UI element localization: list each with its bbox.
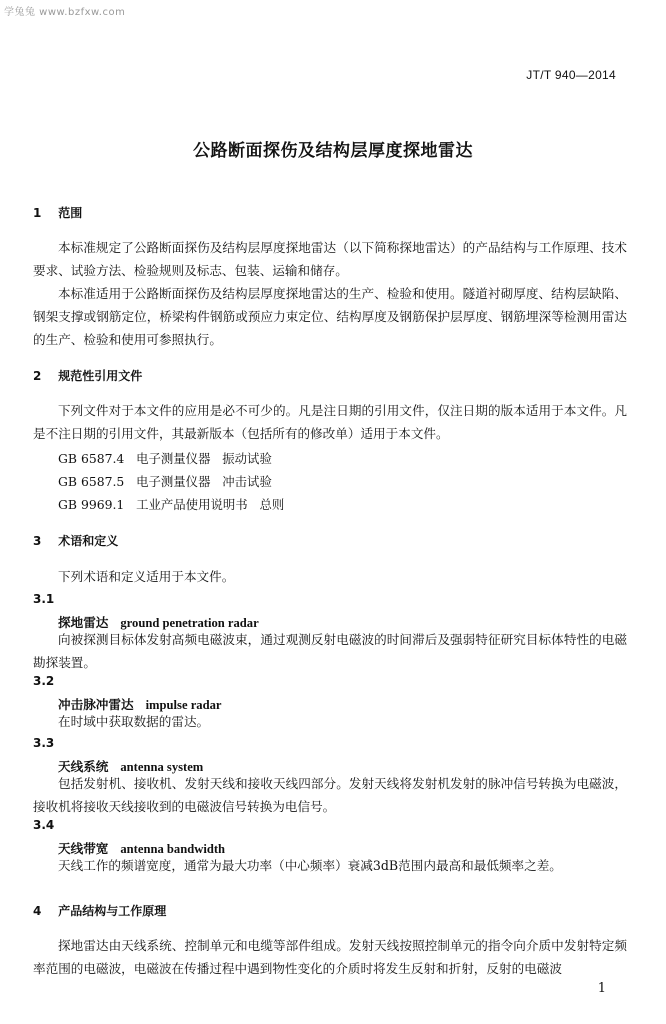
section-number: 1: [33, 206, 42, 220]
section-3-heading: [33, 532, 118, 549]
clause-number: 3.4: [33, 818, 55, 832]
section-number: 4: [33, 904, 42, 918]
reference-item: GB 6587.4 电子测量仪器 振动试验: [58, 451, 272, 466]
section-2-paragraph-1: 下列文件对于本文件的应用是必不可少的。凡是注日期的引用文件，仅注日期的版本适用于本文件。凡是不注日期的引用文件，其最新版本（包括所有的修改单）适用于本文件。: [33, 403, 627, 441]
document-title: 公路断面探伤及结构层厚度探地雷达: [193, 141, 473, 161]
clause-number: 3.1: [33, 592, 55, 606]
section-3-intro: 下列术语和定义适用于本文件。: [58, 569, 235, 584]
section-1-heading: [33, 204, 82, 221]
section-title: 规范性引用文件: [58, 369, 143, 383]
term-definition: 天线工作的频谱宽度，通常为最大功率（中心频率）衰减3dB范围内最高和最低频率之差。: [58, 858, 562, 873]
section-title: 范围: [58, 206, 83, 220]
section-2-heading: [33, 367, 142, 384]
section-number: 2: [33, 369, 42, 383]
clause-number: 3.2: [33, 674, 55, 688]
term-chinese: 天线系统: [58, 759, 109, 774]
term-definition: 向被探测目标体发射高频电磁波束，通过观测反射电磁波的时间滞后及强弱特征研究目标体特性的电磁勘探装置。: [33, 632, 627, 670]
reference-item: GB 9969.1 工业产品使用说明书 总则: [58, 497, 285, 512]
term-definition: 包括发射机、接收机、发射天线和接收天线四部分。发射天线将发射机发射的脉冲信号转换为电磁波，接收机将接收天线接收到的电磁波信号转换为电信号。: [33, 776, 627, 814]
term-english: antenna system: [120, 760, 204, 774]
section-number: 3: [33, 534, 42, 548]
term-chinese: 天线带宽: [58, 841, 109, 856]
watermark-text: 学兔兔 www.bzfxw.com: [4, 7, 126, 18]
page-number: 1: [597, 981, 606, 996]
section-1-paragraph-1: 本标准规定了公路断面探伤及结构层厚度探地雷达（以下简称探地雷达）的产品结构与工作原理、技术要求、试验方法、检验规则及标志、包装、运输和储存。: [33, 240, 627, 278]
term-chinese: 冲击脉冲雷达: [58, 697, 134, 712]
term-chinese: 探地雷达: [58, 615, 109, 630]
term-definition: 在时域中获取数据的雷达。: [58, 714, 210, 729]
term-english: impulse radar: [145, 698, 222, 712]
section-4-paragraph-1: 探地雷达由天线系统、控制单元和电缆等部件组成。发射天线按照控制单元的指令向介质中发射特定频率范围的电磁波，电磁波在传播过程中遇到物性变化的介质时将发生反射和折射，反射的电磁波: [33, 938, 627, 976]
term-english: antenna bandwidth: [120, 842, 226, 856]
term-english: ground penetration radar: [120, 616, 259, 630]
section-1-paragraph-2: 本标准适用于公路断面探伤及结构层厚度探地雷达的生产、检验和使用。隧道衬砌厚度、结构层缺陷、钢架支撑或钢筋定位，桥梁构件钢筋或预应力束定位、结构厚度及钢筋保护层厚度、钢筋埋深等检测用雷达的生产、检验和使用可参照执行。: [33, 286, 627, 347]
standard-code: JT/T 940—2014: [526, 68, 616, 82]
clause-number: 3.3: [33, 736, 55, 750]
section-title: 术语和定义: [58, 534, 119, 548]
section-title: 产品结构与工作原理: [58, 904, 167, 918]
reference-item: GB 6587.5 电子测量仪器 冲击试验: [58, 474, 272, 489]
section-4-heading: [33, 902, 166, 919]
